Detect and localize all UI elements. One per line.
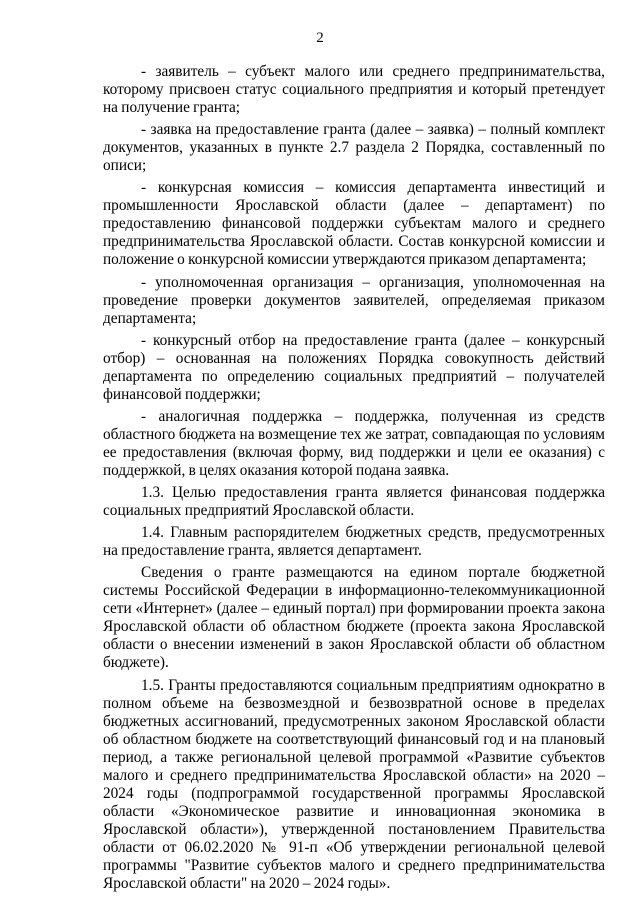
paragraph-unified-portal: Сведения о гранте размещаются на едином портале бюджетной системы Российской Федерации в информационно-телекоммуникационной сети «Интернет» (далее – единый портал) при формировании проекта закона Ярославской области об областном бюджете (проекта закона Ярославской области о внесении изменений в закон Ярославской области об областном бюджете).	[103, 564, 605, 672]
paragraph-definition-application: - заявка на предоставление гранта (далее – заявка) – полный комплект документов, указанных в пункте 2.7 раздела 2 Порядка, составленный по описи;	[103, 121, 605, 175]
paragraph-definition-commission: - конкурсная комиссия – комиссия департамента инвестиций и промышленности Ярославской области (далее – департамент) по предоставлению финансовой поддержки субъектам малого и среднего предпринимательства Ярославской области. Состав конкурсной комиссии и положение о конкурсной комиссии утверждаются приказом департамента;	[103, 179, 605, 269]
paragraph-1-5-grant-provision: 1.5. Гранты предоставляются социальным предприятиям однократно в полном объеме на безвозмездной и безвозвратной основе в пределах бюджетных ассигнований, предусмотренных законом Ярославской области об областном бюджете на соответствующий финансовый год и на плановый период, а также региональной целевой программой «Развитие субъектов малого и среднего предпринимательства Ярославской области» на 2020 – 2024 годы (подпрограммой государственной программы Ярославской области «Экономическое развитие и инновационная экономика в Ярославской области»), утвержденной постановлением Правительства области от 06.02.2020 № 91-п «Об утверждении региональной целевой программы "Развитие субъектов малого и среднего предпринимательства Ярославской области" на 2020 – 2024 годы».	[103, 676, 605, 893]
paragraph-definition-competitive-selection: - конкурсный отбор на предоставление гранта (далее – конкурсный отбор) – основанная на положениях Порядка совокупность действий департамента по определению социальных предприятий – получателей финансовой поддержки;	[103, 331, 605, 403]
page-number: 2	[316, 30, 324, 46]
paragraph-1-4-budget-administrator: 1.4. Главным распорядителем бюджетных средств, предусмотренных на предоставление гранта, является департамент.	[103, 524, 605, 560]
document-body	[103, 63, 605, 897]
paragraph-1-3-purpose: 1.3. Целью предоставления гранта является финансовая поддержка социальных предприятий Ярославской области.	[103, 484, 605, 520]
paragraph-definition-applicant: - заявитель – субъект малого или среднего предпринимательства, которому присвоен статус социального предприятия и который претендует на получение гранта;	[103, 63, 605, 117]
paragraph-definition-similar-support: - аналогичная поддержка – поддержка, полученная из средств областного бюджета на возмещение тех же затрат, совпадающая по условиям ее предоставления (включая форму, вид поддержки и цели ее оказания) с поддержкой, в целях оказания которой подана заявка.	[103, 407, 605, 479]
paragraph-definition-authorized-organization: - уполномоченная организация – организация, уполномоченная на проведение проверки документов заявителей, определяемая приказом департамента;	[103, 273, 605, 327]
